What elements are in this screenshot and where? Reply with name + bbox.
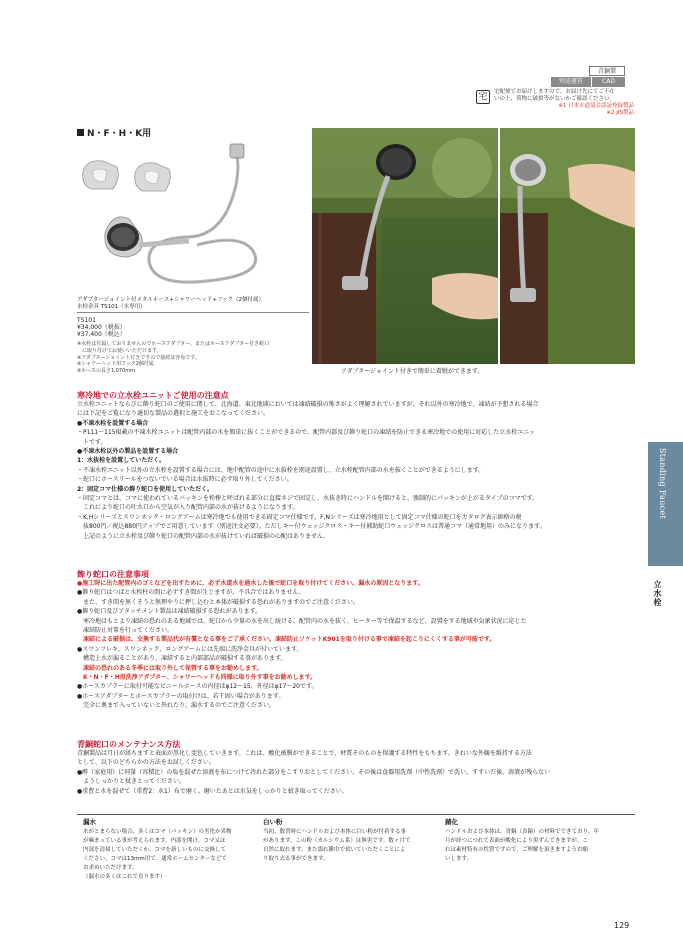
category-tab[interactable]: Standing Faucet <box>648 442 683 566</box>
section-body-faucet-notes: ●施工時に出た配管内のゴミなどを出すために、必ず水道水を通水した後で蛇口を取り付けてください。漏水の原因となります。 ●飾り蛇口はつばと水栓柱の間に必ずすき間が生じますが、不具合ではありません。 また、すき間を無くそうと無理やりに押し込むと本体が破損する恐れがありますのでご注意ください。 ●飾り蛇口及びアタッチメント製品は凍結破損する恐れがあります。 寒冷地はもとより凍結の恐れのある地域では、蛇口から少量の水を出し続ける、配管内の水を抜く、ヒーター等で保温するなど、設置をする地域や気象状況に応じた 凍結防止対策を行ってください。 凍結による破損は、交換する製品代が有償となる事をご了承ください。凍結防止ソケットK901を取り付ける事で凍結を起こりにくくする事が可能です。 ●スワンフレキ、スワンネック、ロングアームには先端に洗浄金具が付いています。 構造上水が漏ることがあり、凍結すると内部部品が破損する事があります。 凍結の恐れのある冬季には取り外して保管する事をお勧めします。 K・N・F・H用洗浄アダプター、シャワーヘッドも同様に取り外す事をお勧めします。 ●ホースカプラーに取付可能なビニールホースの内径はφ12～15、外径はφ17～20です。 ●ホースアダプターとホースカプラーの取付けは、若干固い場合があります。 完全に奥まで入っていないと外れたり、漏水するのでご注意ください。 <box>77 580 527 710</box>
photo-caption: アダプタージョイント付きで簡単に着脱ができます。 <box>341 368 484 375</box>
section-body-cold-region: 立水栓ユニットならびに飾り蛇口のご使用に関して、北海道、東北地域においては凍結破損の怖さがよく理解されていますが、それ以外の寒冷地で、凍結が予想される場合 には下記をご覧になり適切な製品の選択と施工をおこなってください。 ●不凍水栓を設置する場合 ・P111～115掲載の不凍水栓ユニットは配管内部の水を簡単に抜くことができるので、配管内部及び飾り蛇口の凍結を防止できる寒冷地での使用に対応した立水栓ユニッ トです。 ●不凍水栓以外の製品を設置する場合 1：水抜栓を設置していただく。 ・不凍水栓ユニット以外の立水栓を設置する場合には、地中配管の途中に水抜栓を別途設置し、立水栓配管内部の水を抜くことができるようにします。 ・蛇口にホースリールをつないでいる場合は水抜時に必ず取り外してください。 2：固定コマ仕様の飾り蛇口を使用していただく。 ・固定コマとは、コマに使われているパッキンを栓棒と呼ばれる部分に直接ネジで固定し、水抜き時にハンドルを開けると、強制的にパッキンが上がるタイプのコマです。 これにより蛇口の吐水口から空気が入り配管内部の水が抜けるようになります。 ・K,Hシリーズとスワンネック・ロングアームは寒冷地でも使用できる固定コマ仕様です。F,Nシリーズは寒冷地用として固定コマ仕様の蛇口をカタログ表示価格の税 抜800円／税込880円アップでご用意しています（別途注文必要）。ただしキー付ウェッジクロス・キー付補助蛇口ウェッジクロスは普通コマ（通常地用）のみになります。 上記のように立水栓及び飾り蛇口の配管内部の水が抜けていれば破損の心配はありません。 <box>77 401 546 540</box>
category-label: 立水栓 <box>653 580 662 607</box>
section-body-maintenance: 青銅製品は月日が経ちますと表面が黒化し変色していきます。これは、酸化被膜ができることで、材質そのものを保護する特性をもちます。きれいな外観を維持する方法 として、以下のどちらかの方法をお試しください。 ●酢（家庭用）に同量（容積比）の塩を混ぜた溶液を布につけて汚れた部分をこすりおとしてください。その後は食器用洗剤（中性洗剤）で洗い、すすいだ後、溶液が残らない ようしっかりと拭きとってください。 ●重曹と水を混ぜて（重曹2：水1）布で磨く。磨いたあとは水気をしっかりと拭き取ってください。 <box>77 750 551 795</box>
column-white-powder: 白い粉 当初、数習時にハンドルおよび本体に白い粉が付着する事 があります。この粉（カルシウム系）は無害です。数ヶ月で 自然に取れます。また濡れ雑巾で拭いていただくことによ り取り去る事ができます。 <box>263 818 411 862</box>
product-notes: ※水栓は付属しておりませんのでホースアダプター、またはホースアダプター付き蛇口 に取り付けてお使いいただけます。 ※アダプタージョイント付きですので接続は容易です。 ※シャワーヘッド用フック2個付属 ※ホースの長さ1,070mm <box>77 341 270 375</box>
cad-badge: CAD <box>592 77 625 87</box>
material-badge: 青銅製 <box>589 66 625 76</box>
product-image <box>77 141 309 301</box>
square-bullet-icon <box>77 129 84 136</box>
section-title-cold-region: 寒冷地での立水栓ユニットご使用の注意点 <box>77 391 229 400</box>
column-leak: 漏水 水がとまらない場合、多くはコマ（パッキン）の劣化か異物 が噛まっている事が考えられます。内部を開け、コマ又は 内部を清掃していただくか、コマを新しいものに交換して ください。コマは13mm用で、通常ホームセンターなどで お求めいただけます。 （漏水の多くはこれで直ります） <box>83 818 232 880</box>
hook-icon <box>135 163 171 191</box>
column-rust: 錆化 ハンドルおよび本体は、青銅（真鍮）の材料でできており、年 月が経つにつれて表面が酸化により黒ずんできますが、こ れは素材特有の性質ですので、ご理解を頂きますようお願 いします。 <box>445 818 600 862</box>
section-heading: N・F・H・K用 <box>77 126 151 139</box>
page-number: 129 <box>614 921 630 930</box>
hook-icon <box>83 161 119 189</box>
delivery-icon: 宅 <box>476 90 490 104</box>
divider <box>77 814 635 815</box>
usage-photo-1 <box>312 128 498 364</box>
usage-photo-2 <box>500 128 635 364</box>
price-excl-tax: ¥34,000（税抜） <box>77 324 126 332</box>
product-code: TS101 <box>77 317 96 324</box>
section-title-maintenance: 青銅蛇口のメンテナンス方法 <box>77 740 181 749</box>
product-caption: アダプタージョイント付メタルホース+シャワーヘッド+フック（2個付属） 水栓金具 TS101（水専用） <box>77 297 311 313</box>
product-spec <box>77 317 126 339</box>
delivery-note: 宅配便でお届けしますので、お届け先にてご不在 いの上、荷物に破損等がないかご確認ください。 ※1 日本水道協会認証登録製品 ※2 JIS製品 <box>494 89 634 116</box>
section-title-faucet-notes: 飾り蛇口の注意事項 <box>77 570 149 579</box>
price-incl-tax: ¥37,400（税込） <box>77 331 126 339</box>
shipping-badge: 別途運賃 <box>551 77 591 87</box>
